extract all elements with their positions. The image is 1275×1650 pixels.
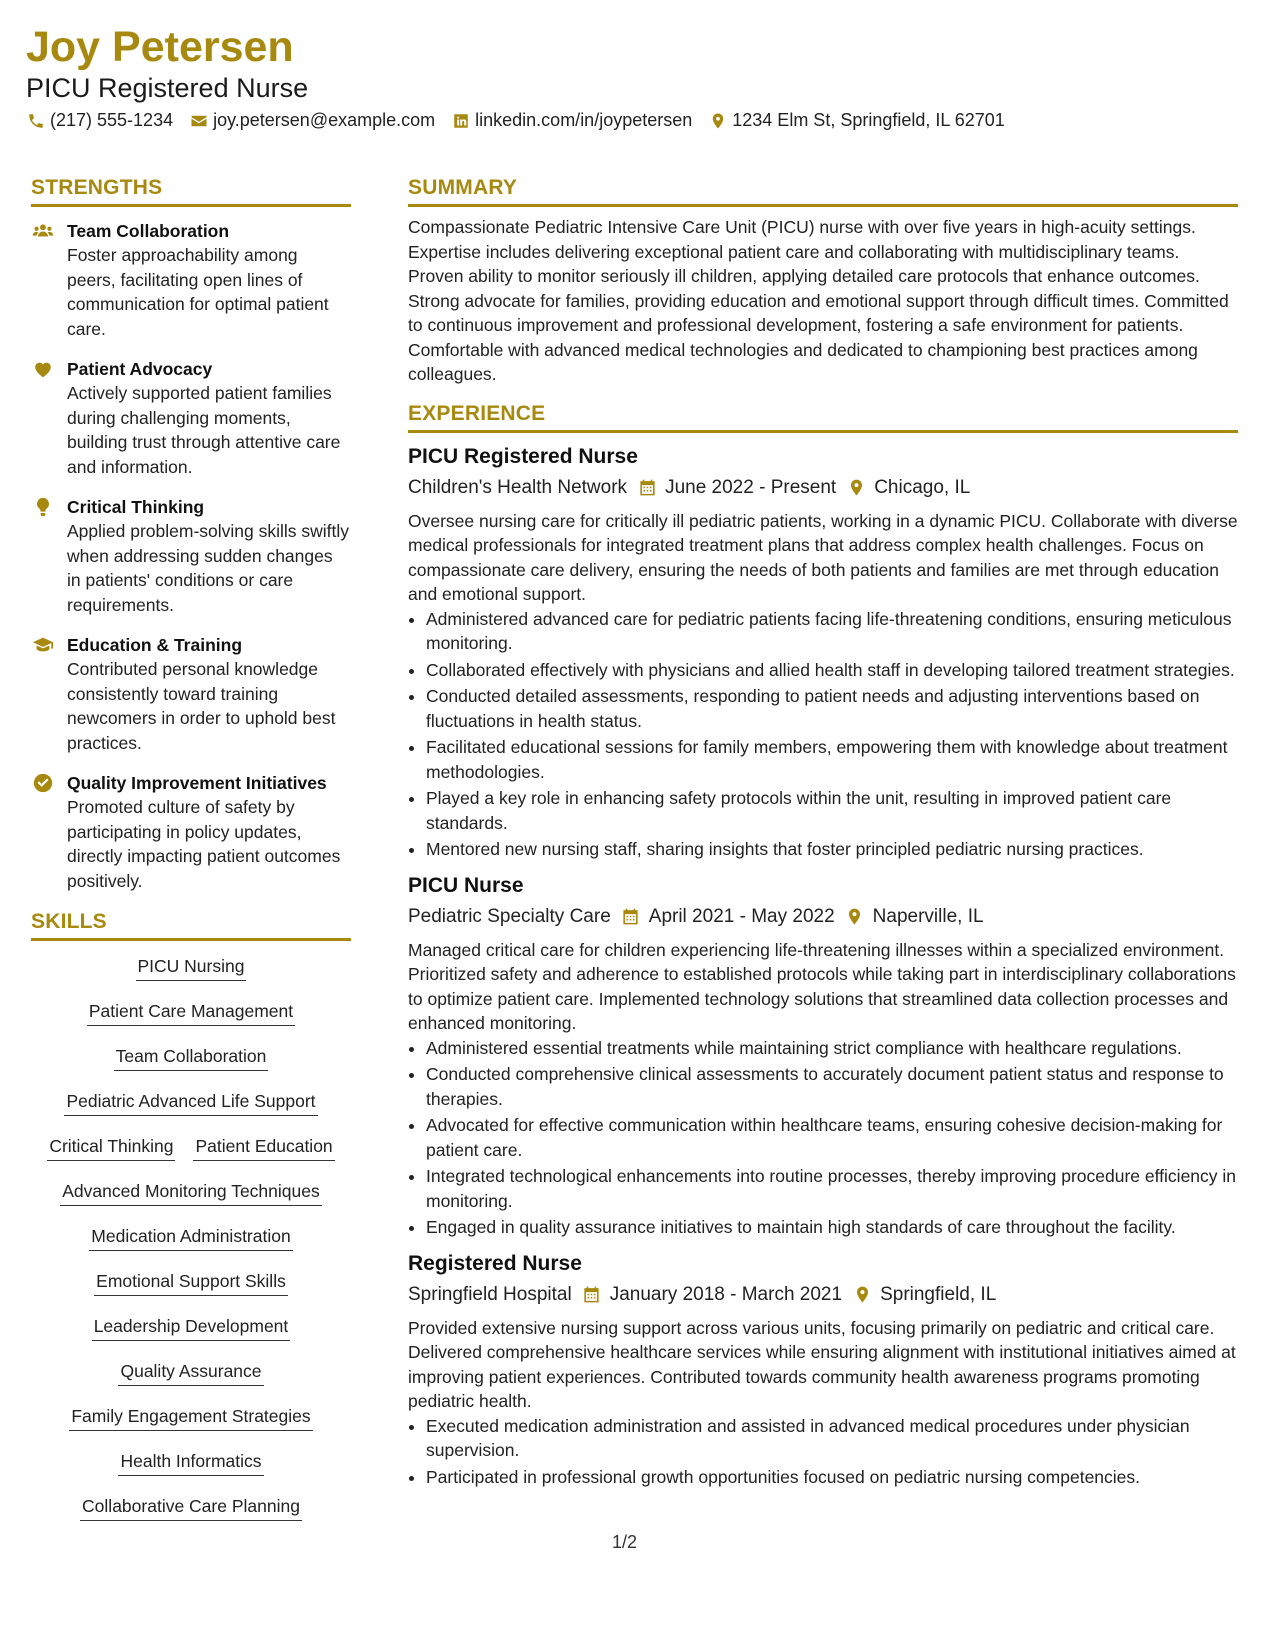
skills-list bbox=[31, 955, 351, 1540]
contact-phone bbox=[26, 110, 173, 131]
bullet-item: • Conducted comprehensive clinical assessments to accurately document patient status and response to therapies. bbox=[426, 1062, 1238, 1111]
strengths-heading: STRENGTHS bbox=[31, 175, 351, 207]
bullet-item: • Facilitated educational sessions for family members, empowering them with knowledge about treatment methodologies. bbox=[426, 735, 1238, 784]
users-icon bbox=[31, 219, 55, 243]
contact-bar bbox=[26, 110, 1005, 131]
job-bullets bbox=[408, 1414, 1238, 1490]
strength-item bbox=[31, 771, 351, 893]
strength-title: Quality Improvement Initiatives bbox=[67, 773, 327, 794]
job-location: Springfield, IL bbox=[880, 1283, 997, 1305]
strength-description: Foster approachability among peers, facilitating open lines of communication for optimal patient care. bbox=[67, 245, 329, 339]
strength-item bbox=[31, 633, 351, 755]
skill-tag: Advanced Monitoring Techniques bbox=[60, 1180, 321, 1206]
job-location: Naperville, IL bbox=[872, 905, 984, 927]
experience-heading: EXPERIENCE bbox=[408, 401, 1238, 433]
bullet-item: • Integrated technological enhancements into routine processes, thereby improving procedure efficiency in monitoring. bbox=[426, 1164, 1238, 1213]
address-text: 1234 Elm St, Springfield, IL 62701 bbox=[732, 110, 1005, 130]
job-dates: June 2022 - Present bbox=[665, 476, 837, 498]
strength-item bbox=[31, 219, 351, 341]
job-title: Registered Nurse bbox=[408, 1251, 582, 1275]
skills-heading: SKILLS bbox=[31, 909, 351, 941]
lightbulb-icon bbox=[31, 495, 55, 519]
graduation-cap-icon bbox=[31, 633, 55, 657]
linkedin-icon bbox=[451, 111, 471, 131]
skill-tag: Quality Assurance bbox=[118, 1360, 263, 1386]
strength-description: Actively supported patient families during challenging moments, building trust through attentive care and information. bbox=[67, 383, 341, 477]
bullet-item: • Administered essential treatments while maintaining strict compliance with healthcare regulations. bbox=[426, 1036, 1238, 1061]
contact-address bbox=[708, 110, 1005, 131]
bullet-item: • Advocated for effective communication within healthcare teams, ensuring cohesive decision-making for patient care. bbox=[426, 1113, 1238, 1162]
job-title: PICU Registered Nurse bbox=[408, 444, 638, 468]
skill-tag: Collaborative Care Planning bbox=[80, 1495, 302, 1521]
skill-tag: Patient Education bbox=[193, 1135, 334, 1161]
skill-tag: Medication Administration bbox=[89, 1225, 292, 1251]
skill-tag: Team Collaboration bbox=[114, 1045, 269, 1071]
bullet-item: • Collaborated effectively with physicians and allied health staff in developing tailored treatment strategies. bbox=[426, 658, 1238, 683]
skill-tag: Health Informatics bbox=[118, 1450, 263, 1476]
strengths-list bbox=[31, 219, 351, 893]
job-bullets bbox=[408, 1036, 1238, 1240]
calendar-icon bbox=[637, 478, 657, 498]
strength-description: Contributed personal knowledge consistently toward training newcomers in order to uphold best practices. bbox=[67, 659, 336, 753]
bullet-item: • Engaged in quality assurance initiatives to maintain high standards of care throughout the facility. bbox=[426, 1215, 1238, 1240]
bullet-item: • Conducted detailed assessments, responding to patient needs and adjusting interventions based on fluctuations in health status. bbox=[426, 684, 1238, 733]
check-circle-icon bbox=[31, 771, 55, 795]
strength-title: Team Collaboration bbox=[67, 221, 230, 242]
bullet-item: • Executed medication administration and assisted in advanced medical procedures under physician supervision. bbox=[426, 1414, 1238, 1463]
job-bullets bbox=[408, 607, 1238, 862]
contact-email bbox=[189, 110, 435, 131]
skill-tag: PICU Nursing bbox=[136, 955, 247, 981]
skill-tag: Critical Thinking bbox=[47, 1135, 175, 1161]
job-meta bbox=[408, 1280, 1238, 1310]
page-number: 1/2 bbox=[612, 1532, 638, 1552]
job-title: PICU Nurse bbox=[408, 873, 524, 897]
skill-tag: Emotional Support Skills bbox=[94, 1270, 288, 1296]
strength-title: Education & Training bbox=[67, 635, 243, 656]
employer: Springfield Hospital bbox=[408, 1283, 572, 1305]
right-column bbox=[408, 175, 1238, 1491]
job-entry bbox=[408, 443, 1238, 862]
employer: Pediatric Specialty Care bbox=[408, 905, 611, 927]
phone-text[interactable]: (217) 555-1234 bbox=[50, 110, 174, 130]
candidate-name: Joy Petersen bbox=[26, 23, 294, 71]
calendar-icon bbox=[621, 907, 641, 927]
location-pin-icon bbox=[845, 907, 865, 927]
left-column bbox=[31, 175, 351, 1540]
strength-item bbox=[31, 495, 351, 617]
strength-title: Critical Thinking bbox=[67, 497, 205, 518]
job-dates: January 2018 - March 2021 bbox=[609, 1283, 843, 1305]
bullet-item: • Mentored new nursing staff, sharing insights that foster principled pediatric nursing practices. bbox=[426, 837, 1238, 862]
envelope-icon bbox=[189, 111, 209, 131]
bullet-item: • Administered advanced care for pediatric patients facing life-threatening conditions, ensuring meticulous monitoring. bbox=[426, 607, 1238, 656]
job-description: Managed critical care for children experiencing life-threatening illnesses within a specialized environment. Prioritized safety and adherence to established protocols while taking part in interdisciplinary collaborations to optimize patient care. Implemented technology solutions that streamlined data collection processes and enhanced monitoring. bbox=[408, 939, 1236, 1034]
strength-item bbox=[31, 357, 351, 479]
linkedin-link[interactable]: linkedin.com/in/joypetersen bbox=[475, 110, 693, 130]
employer: Children's Health Network bbox=[408, 476, 628, 498]
job-entry bbox=[408, 1250, 1238, 1490]
job-description: Oversee nursing care for critically ill pediatric patients, working in a dynamic PICU. Collaborate with diverse medical professionals for integrated treatment plans that address complex health challenges. Focus on compassionate care delivery, ensuring the needs of both patients and families are met through education and emotional support. bbox=[408, 510, 1238, 605]
location-pin-icon bbox=[852, 1285, 872, 1305]
job-entry bbox=[408, 872, 1238, 1240]
job-meta bbox=[408, 902, 1238, 932]
strength-title: Patient Advocacy bbox=[67, 359, 213, 380]
bullet-item: • Participated in professional growth opportunities focused on pediatric nursing competencies. bbox=[426, 1465, 1238, 1490]
summary-heading: SUMMARY bbox=[408, 175, 1238, 207]
skill-tag: Pediatric Advanced Life Support bbox=[64, 1090, 317, 1116]
skill-tag: Leadership Development bbox=[92, 1315, 291, 1341]
job-location: Chicago, IL bbox=[874, 476, 971, 498]
heart-icon bbox=[31, 357, 55, 381]
job-description: Provided extensive nursing support across various units, focusing primarily on pediatric and critical care. Delivered comprehensive healthcare services while ensuring alignment with institutional initiatives aimed at improving patient experiences. Contributed towards community health awareness programs promoting pediatric health. bbox=[408, 1317, 1236, 1412]
email-link[interactable]: joy.petersen@example.com bbox=[213, 110, 436, 130]
strength-description: Promoted culture of safety by participating in policy updates, directly impacting patient outcomes positively. bbox=[67, 797, 341, 891]
phone-icon bbox=[26, 111, 46, 131]
skill-tag: Patient Care Management bbox=[87, 1000, 295, 1026]
bullet-item: • Played a key role in enhancing safety protocols within the unit, resulting in improved patient care standards. bbox=[426, 786, 1238, 835]
calendar-icon bbox=[582, 1285, 602, 1305]
strength-description: Applied problem-solving skills swiftly when addressing sudden changes in patients' conditions or care requirements. bbox=[67, 521, 350, 615]
job-meta bbox=[408, 473, 1238, 503]
location-pin-icon bbox=[846, 478, 866, 498]
summary-text: Compassionate Pediatric Intensive Care Unit (PICU) nurse with over five years in high-acuity settings. Expertise includes delivering exceptional patient care and collaborating with multidisciplinary teams. Proven ability to monitor seriously ill children, applying detailed care protocols that enhance outcomes. Strong advocate for families, providing education and emotional support through difficult times. Committed to continuous improvement and professional development, fostering a safe environment for patients. Comfortable with advanced medical technologies and dedicated to championing best practices among colleagues. bbox=[408, 217, 1229, 385]
skill-tag: Family Engagement Strategies bbox=[69, 1405, 312, 1431]
contact-linkedin bbox=[451, 110, 692, 131]
job-title-headline: PICU Registered Nurse bbox=[26, 73, 309, 103]
location-pin-icon bbox=[708, 111, 728, 131]
job-dates: April 2021 - May 2022 bbox=[648, 905, 835, 927]
